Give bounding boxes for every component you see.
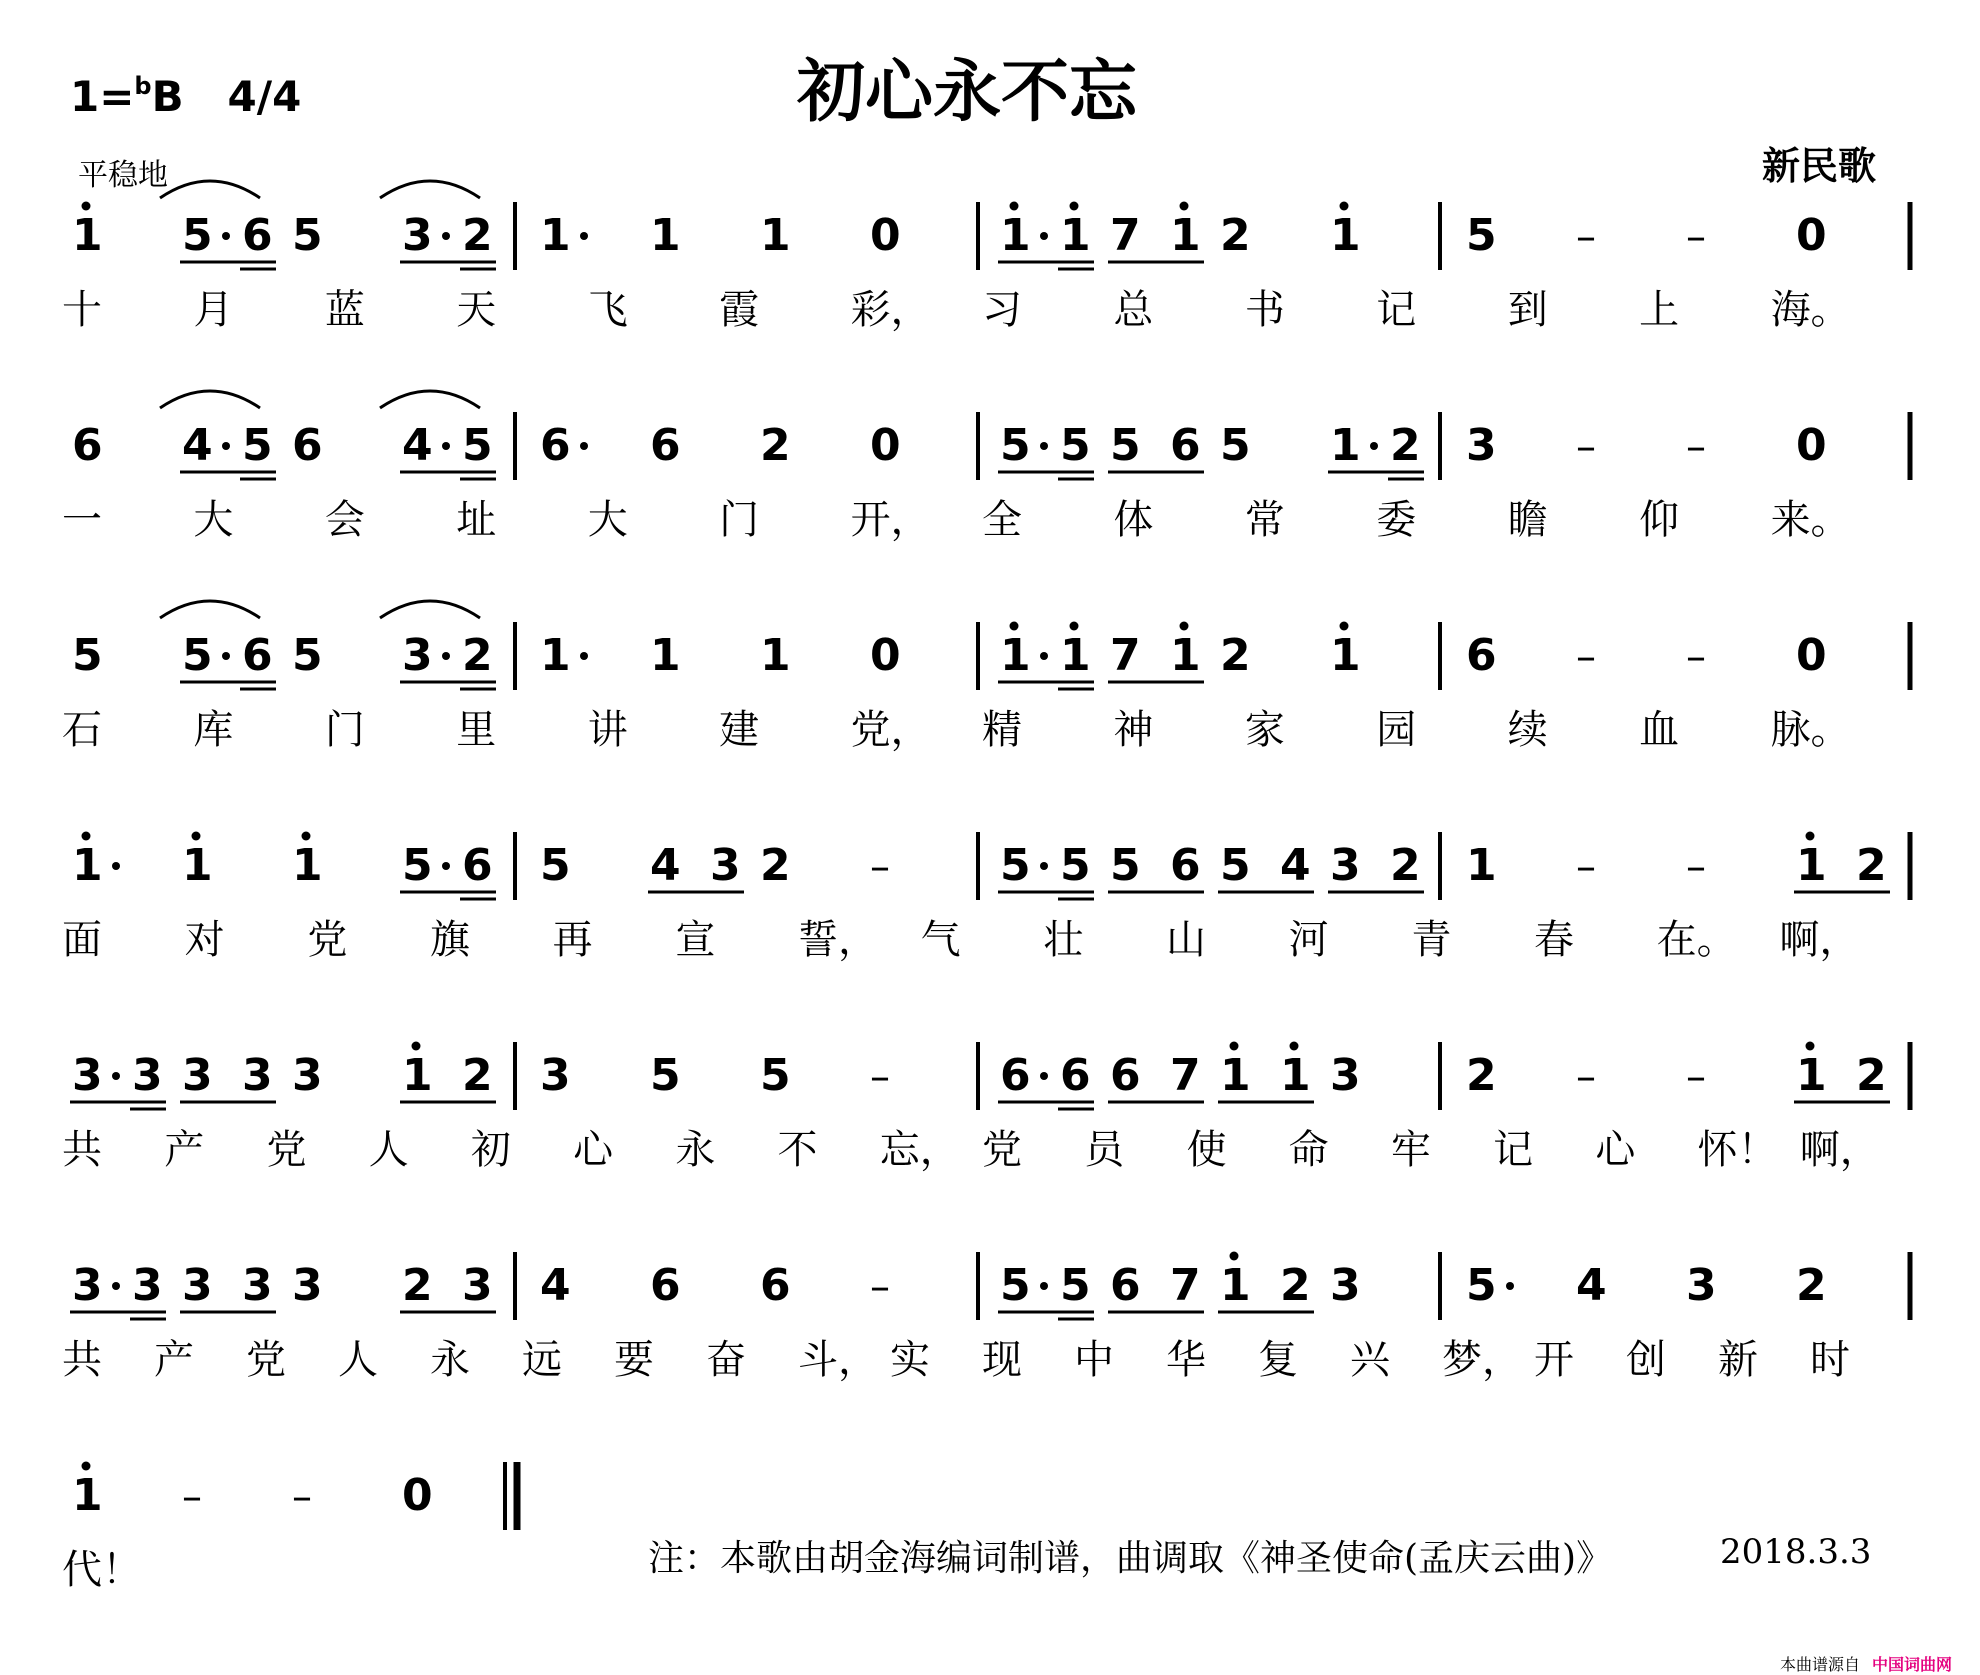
tempo-marking: 平稳地: [78, 158, 168, 193]
augmentation-dot: [1040, 652, 1048, 660]
note-3: 3: [1466, 420, 1497, 471]
note-1: 1: [650, 630, 681, 681]
lyric-syllable: 产: [154, 1337, 194, 1383]
augmentation-dot: [222, 232, 230, 240]
slur: [380, 181, 480, 198]
note-5: 5: [760, 1050, 791, 1101]
augmentation-dot: [1040, 442, 1048, 450]
note-6: 6: [1110, 1260, 1141, 1311]
lyric-syllable: 中: [1074, 1337, 1114, 1383]
lyric-syllable: 建: [719, 707, 760, 753]
note-3: 3: [242, 1050, 273, 1101]
note-5: 5: [1000, 1260, 1031, 1311]
lyric-syllable: 产: [164, 1127, 205, 1173]
note-4: 4: [1576, 1260, 1607, 1311]
augmentation-dot: [442, 442, 450, 450]
note-6: 6: [242, 630, 273, 681]
high-octave-dot: [1180, 622, 1189, 631]
dash-mark: –: [1686, 1054, 1706, 1100]
dash-mark: –: [1576, 634, 1596, 680]
note-0: 0: [870, 630, 901, 681]
note-3: 3: [182, 1050, 213, 1101]
lyric-syllable: 忘，: [879, 1127, 960, 1173]
note-3: 3: [1330, 840, 1361, 891]
note-6: 6: [462, 840, 493, 891]
note-6: 6: [540, 420, 571, 471]
note-1: 1: [1330, 420, 1361, 471]
high-octave-dot: [1806, 1042, 1815, 1051]
note-1: 1: [1000, 630, 1031, 681]
lyric-syllable: 啊，: [1799, 1127, 1880, 1173]
key-signature: 1=$^b$B 4/4: [70, 72, 302, 121]
lyric-syllable: 山: [1166, 917, 1206, 963]
note-5: 5: [1220, 420, 1251, 471]
high-octave-dot: [1070, 622, 1079, 631]
lyric-syllable: 霞: [719, 287, 760, 333]
note-0: 0: [1796, 420, 1827, 471]
high-octave-dot: [302, 832, 311, 841]
note-1: 1: [1330, 210, 1361, 261]
lyric-syllable: 书: [1244, 287, 1285, 333]
note-6: 6: [1000, 1050, 1031, 1101]
note-4: 4: [182, 420, 213, 471]
note-3: 3: [1330, 1050, 1361, 1101]
note-5: 5: [1110, 420, 1141, 471]
lyric-syllable: 开: [1534, 1337, 1574, 1383]
note-3: 3: [72, 1260, 103, 1311]
note-1: 1: [1796, 840, 1827, 891]
lyric-syllable: 门: [324, 707, 365, 753]
note-5: 5: [72, 630, 103, 681]
lyric-syllable: 门: [719, 497, 760, 543]
note-5: 5: [1000, 840, 1031, 891]
lyric-syllable: 怀！: [1697, 1127, 1778, 1173]
lyric-syllable: 委: [1376, 497, 1417, 543]
augmentation-dot: [1040, 1072, 1048, 1080]
dash-mark: –: [292, 1474, 312, 1520]
note-5: 5: [462, 420, 493, 471]
lyric-syllable: 共: [62, 1337, 102, 1383]
high-octave-dot: [1010, 622, 1019, 631]
note-7: 7: [1170, 1050, 1201, 1101]
lyric-syllable: 初: [470, 1127, 511, 1173]
lyric-syllable: 月: [193, 287, 234, 333]
note-1: 1: [72, 210, 103, 261]
note-1: 1: [1796, 1050, 1827, 1101]
high-octave-dot: [1070, 202, 1079, 211]
lyric-syllable: 宣: [675, 917, 716, 963]
dash-mark: –: [870, 844, 890, 890]
footnote: 注：本歌由胡金海编词制谱，曲调取《神圣使命(孟庆云曲)》: [648, 1538, 1613, 1579]
augmentation-dot: [1040, 1282, 1048, 1290]
note-1: 1: [540, 210, 571, 261]
note-6: 6: [650, 420, 681, 471]
lyric-syllable: 记: [1493, 1127, 1534, 1173]
lyric-syllable: 青: [1411, 917, 1452, 963]
note-3: 3: [292, 1260, 323, 1311]
note-4: 4: [540, 1260, 571, 1311]
note-5: 5: [1466, 1260, 1497, 1311]
high-octave-dot: [192, 832, 201, 841]
note-6: 6: [1170, 420, 1201, 471]
lyric-syllable: 员: [1084, 1127, 1125, 1173]
lyric-syllable: 旗: [430, 917, 470, 963]
lyric-syllable: 仰: [1639, 497, 1680, 543]
lyric-syllable: 壮: [1043, 917, 1084, 963]
high-octave-dot: [1806, 832, 1815, 841]
lyric-syllable: 气: [920, 917, 961, 963]
dash-mark: –: [1576, 214, 1596, 260]
song-title: 初心永不忘: [797, 53, 1138, 132]
note-1: 1: [1060, 630, 1091, 681]
lyric-syllable: 对: [184, 917, 225, 963]
note-2: 2: [760, 840, 791, 891]
note-5: 5: [1220, 840, 1251, 891]
dash-mark: –: [1686, 214, 1706, 260]
note-1: 1: [760, 630, 791, 681]
slur: [160, 391, 260, 408]
augmentation-dot: [580, 652, 588, 660]
lyric-syllable: 天: [456, 287, 497, 333]
lyric-syllable: 奋: [706, 1337, 746, 1383]
high-octave-dot: [1180, 202, 1189, 211]
note-3: 3: [402, 210, 433, 261]
augmentation-dot: [112, 1282, 120, 1290]
note-2: 2: [1220, 210, 1251, 261]
date: 2018.3.3: [1720, 1532, 1872, 1572]
note-3: 3: [292, 1050, 323, 1101]
lyric-syllable: 复: [1258, 1337, 1298, 1383]
dash-mark: –: [1686, 634, 1706, 680]
note-7: 7: [1110, 630, 1141, 681]
note-5: 5: [242, 420, 273, 471]
augmentation-dot: [112, 1072, 120, 1080]
note-2: 2: [1856, 840, 1887, 891]
note-7: 7: [1110, 210, 1141, 261]
note-5: 5: [1060, 420, 1091, 471]
lyric-syllable: 要: [614, 1337, 654, 1383]
note-3: 3: [1686, 1260, 1717, 1311]
lyric-syllable: 石: [62, 707, 102, 753]
note-1: 1: [1170, 210, 1201, 261]
lyric-syllable: 梦，: [1442, 1337, 1522, 1383]
lyric-syllable: 里: [456, 707, 497, 753]
composer-credit: 新民歌: [1762, 144, 1877, 188]
note-3: 3: [182, 1260, 213, 1311]
lyric-syllable: 现: [982, 1337, 1022, 1383]
augmentation-dot: [1506, 1282, 1514, 1290]
lyric-syllable: 河: [1288, 917, 1329, 963]
lyric-syllable: 华: [1166, 1337, 1206, 1383]
lyric-syllable: 共: [62, 1127, 102, 1173]
note-6: 6: [242, 210, 273, 261]
note-3: 3: [242, 1260, 273, 1311]
note-3: 3: [132, 1260, 163, 1311]
lyric-syllable: 记: [1376, 287, 1417, 333]
lyric-syllable: 到: [1507, 287, 1548, 333]
note-5: 5: [650, 1050, 681, 1101]
note-1: 1: [292, 840, 323, 891]
lyric-syllable: 习: [982, 287, 1022, 333]
lyric-syllable: 党，: [850, 707, 931, 753]
note-5: 5: [292, 210, 323, 261]
note-1: 1: [1330, 630, 1361, 681]
note-1: 1: [72, 840, 103, 891]
note-6: 6: [1060, 1050, 1091, 1101]
augmentation-dot: [222, 652, 230, 660]
lyric-syllable: 使: [1186, 1127, 1227, 1173]
dash-mark: –: [1686, 424, 1706, 470]
high-octave-dot: [1010, 202, 1019, 211]
note-1: 1: [1466, 840, 1497, 891]
note-0: 0: [1796, 210, 1827, 261]
lyric-syllable: 心: [573, 1127, 614, 1173]
slur: [160, 181, 260, 198]
note-0: 0: [870, 210, 901, 261]
note-1: 1: [1280, 1050, 1311, 1101]
note-5: 5: [1060, 1260, 1091, 1311]
note-2: 2: [1466, 1050, 1497, 1101]
note-1: 1: [72, 1470, 103, 1521]
note-4: 4: [402, 420, 433, 471]
lyric-syllable: 斗，: [798, 1337, 878, 1383]
note-1: 1: [182, 840, 213, 891]
lyric-syllable: 人: [338, 1337, 378, 1383]
note-3: 3: [462, 1260, 493, 1311]
note-2: 2: [1280, 1260, 1311, 1311]
note-2: 2: [1390, 420, 1421, 471]
augmentation-dot: [442, 652, 450, 660]
note-3: 3: [72, 1050, 103, 1101]
lyric-syllable: 人: [368, 1127, 409, 1173]
note-1: 1: [1220, 1050, 1251, 1101]
note-5: 5: [292, 630, 323, 681]
high-octave-dot: [412, 1042, 421, 1051]
note-6: 6: [650, 1260, 681, 1311]
dash-mark: –: [870, 1264, 890, 1310]
augmentation-dot: [1040, 862, 1048, 870]
high-octave-dot: [1290, 1042, 1299, 1051]
dash-mark: –: [1576, 424, 1596, 470]
lyric-syllable: 讲: [587, 707, 628, 753]
note-0: 0: [402, 1470, 433, 1521]
note-6: 6: [760, 1260, 791, 1311]
note-1: 1: [540, 630, 571, 681]
lyric-syllable: 不: [777, 1127, 818, 1173]
lyric-syllable: 党: [982, 1127, 1022, 1173]
lyric-syllable: 蓝: [324, 287, 365, 333]
augmentation-dot: [442, 232, 450, 240]
lyric-syllable: 一: [62, 497, 102, 543]
note-0: 0: [1796, 630, 1827, 681]
note-6: 6: [1466, 630, 1497, 681]
note-3: 3: [540, 1050, 571, 1101]
lyric-syllable: 誓，: [798, 917, 878, 963]
note-3: 3: [1330, 1260, 1361, 1311]
lyric-syllable: 面: [62, 917, 102, 963]
note-2: 2: [1796, 1260, 1827, 1311]
lyric-syllable: 园: [1376, 707, 1417, 753]
note-1: 1: [1000, 210, 1031, 261]
augmentation-dot: [442, 862, 450, 870]
slur: [160, 601, 260, 618]
augmentation-dot: [1370, 442, 1378, 450]
lyric-syllable: 全: [982, 497, 1022, 543]
note-1: 1: [1220, 1260, 1251, 1311]
note-1: 1: [760, 210, 791, 261]
lyric-syllable: 库: [193, 707, 234, 753]
note-2: 2: [1390, 840, 1421, 891]
lyric-syllable: 神: [1113, 707, 1154, 753]
dash-mark: –: [1576, 1054, 1596, 1100]
note-2: 2: [462, 630, 493, 681]
slur: [380, 601, 480, 618]
lyric-syllable: 啊，: [1779, 917, 1860, 963]
note-4: 4: [1280, 840, 1311, 891]
high-octave-dot: [1230, 1042, 1239, 1051]
lyric-syllable: 党: [246, 1337, 286, 1383]
high-octave-dot: [1340, 622, 1349, 631]
note-5: 5: [1060, 840, 1091, 891]
lyric-syllable: 时: [1810, 1337, 1850, 1383]
high-octave-dot: [82, 202, 91, 211]
lyric-syllable: 心: [1595, 1127, 1636, 1173]
dash-mark: –: [870, 1054, 890, 1100]
lyric-syllable: 续: [1507, 707, 1548, 753]
note-2: 2: [1220, 630, 1251, 681]
high-octave-dot: [1340, 202, 1349, 211]
lyric-syllable: 在。: [1656, 917, 1737, 963]
augmentation-dot: [222, 442, 230, 450]
lyric-syllable: 体: [1113, 497, 1154, 543]
dash-mark: –: [182, 1474, 202, 1520]
lyric-syllable: 党: [266, 1127, 307, 1173]
note-5: 5: [1466, 210, 1497, 261]
lyric-syllable: 大: [193, 497, 234, 543]
lyric-syllable: 创: [1626, 1337, 1666, 1383]
augmentation-dot: [1040, 232, 1048, 240]
dash-mark: –: [1576, 844, 1596, 890]
note-1: 1: [402, 1050, 433, 1101]
lyric-syllable: 春: [1534, 917, 1574, 963]
lyric-syllable: 牢: [1390, 1127, 1431, 1173]
note-6: 6: [72, 420, 103, 471]
note-0: 0: [870, 420, 901, 471]
note-6: 6: [1110, 1050, 1141, 1101]
dash-mark: –: [1686, 844, 1706, 890]
note-1: 1: [650, 210, 681, 261]
lyric-syllable: 血: [1639, 707, 1680, 753]
lyric-syllable: 常: [1244, 497, 1285, 543]
augmentation-dot: [580, 442, 588, 450]
lyric-syllable: 精: [982, 707, 1022, 753]
lyric-syllable: 总: [1113, 287, 1154, 333]
note-7: 7: [1170, 1260, 1201, 1311]
lyric-syllable: 实: [890, 1337, 930, 1383]
high-octave-dot: [82, 832, 91, 841]
note-1: 1: [1060, 210, 1091, 261]
high-octave-dot: [82, 1462, 91, 1471]
note-3: 3: [132, 1050, 163, 1101]
lyric-syllable: 命: [1288, 1127, 1329, 1173]
lyric-syllable: 代！: [62, 1547, 142, 1593]
note-1: 1: [1170, 630, 1201, 681]
lyric-syllable: 永: [675, 1127, 716, 1173]
source-watermark: 本曲谱源自 中国词曲网: [1780, 1655, 1953, 1674]
note-3: 3: [402, 630, 433, 681]
note-2: 2: [1856, 1050, 1887, 1101]
lyric-syllable: 海。: [1770, 287, 1851, 333]
lyric-syllable: 十: [62, 287, 102, 333]
note-2: 2: [402, 1260, 433, 1311]
augmentation-dot: [112, 862, 120, 870]
augmentation-dot: [580, 232, 588, 240]
lyric-syllable: 彩，: [850, 287, 931, 333]
note-6: 6: [1170, 840, 1201, 891]
lyric-syllable: 永: [430, 1337, 470, 1383]
lyric-syllable: 再: [552, 917, 593, 963]
note-5: 5: [1110, 840, 1141, 891]
lyric-syllable: 瞻: [1507, 497, 1548, 543]
lyric-syllable: 大: [587, 497, 628, 543]
note-6: 6: [292, 420, 323, 471]
lyric-syllable: 上: [1639, 287, 1680, 333]
slur: [380, 391, 480, 408]
lyric-syllable: 兴: [1350, 1337, 1390, 1383]
lyric-syllable: 远: [522, 1337, 562, 1383]
lyric-syllable: 新: [1718, 1337, 1758, 1383]
lyric-syllable: 家: [1244, 707, 1285, 753]
lyric-syllable: 会: [324, 497, 365, 543]
lyric-syllable: 址: [456, 497, 497, 543]
note-4: 4: [650, 840, 681, 891]
note-2: 2: [760, 420, 791, 471]
lyric-syllable: 脉。: [1770, 707, 1851, 753]
lyric-syllable: 来。: [1770, 497, 1851, 543]
note-5: 5: [1000, 420, 1031, 471]
note-5: 5: [182, 630, 213, 681]
note-3: 3: [710, 840, 741, 891]
note-2: 2: [462, 210, 493, 261]
lyric-syllable: 党: [307, 917, 348, 963]
high-octave-dot: [1230, 1252, 1239, 1261]
note-5: 5: [540, 840, 571, 891]
lyric-syllable: 飞: [587, 287, 628, 333]
note-2: 2: [462, 1050, 493, 1101]
note-5: 5: [182, 210, 213, 261]
lyric-syllable: 开，: [850, 497, 931, 543]
note-5: 5: [402, 840, 433, 891]
